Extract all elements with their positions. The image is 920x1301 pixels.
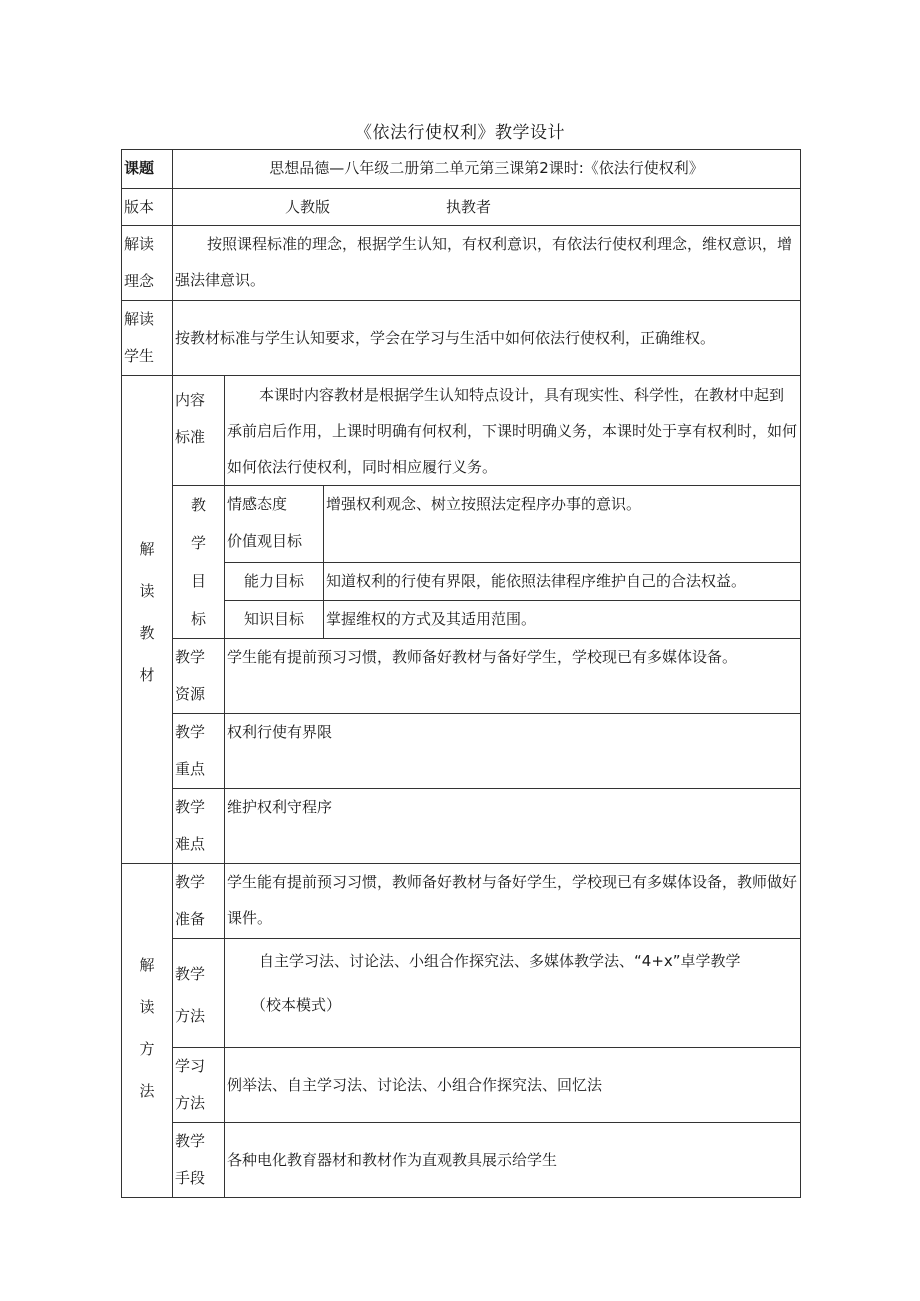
- goals-label: 教 学 目 标: [173, 486, 225, 639]
- row-content-standard: [122, 376, 801, 486]
- means-text: 各种电化教育器材和教材作为直观教具展示给学生: [225, 1123, 801, 1198]
- teach-method-text: 自主学习法、讨论法、小组合作探究法、多媒体教学法、“4+x”卓学教学 （校本模式）: [225, 939, 801, 1048]
- row-difficulty: [122, 789, 801, 864]
- row-teach-method: [122, 939, 801, 1048]
- document-title: 《依法行使权利》教学设计: [355, 123, 565, 143]
- teacher-label: 执教者: [446, 198, 492, 216]
- row-prep: [122, 864, 801, 939]
- content-standard-text: 本课时内容教材是根据学生认知特点设计，具有现实性、科学性，在教材中起到承前启后作用，上课时明确有何权利，下课时明确义务，本课时处于享有权利时，如何如何依法行使权利，同时相应履行义务。: [225, 376, 801, 486]
- row-edition: [122, 189, 801, 226]
- content-standard-label: 内容 标准: [173, 376, 225, 486]
- student-text: 按教材标准与学生认知要求，学会在学习与生活中如何依法行使权利，正确维权。: [173, 301, 801, 376]
- row-learn-method: [122, 1048, 801, 1123]
- row-means: [122, 1123, 801, 1198]
- difficulty-label: 教学 难点: [173, 789, 225, 864]
- resources-label: 教学 资源: [173, 639, 225, 714]
- goal-emotion-text: 增强权利观念、树立按照法定程序办事的意识。: [324, 486, 801, 563]
- topic-value: 思想品德—八年级二册第二单元第三课第2课时:《依法行使权利》: [173, 150, 801, 189]
- topic-label: 课题: [122, 150, 173, 189]
- row-concept: [122, 226, 801, 301]
- resources-text: 学生能有提前预习习惯，教师备好教材与备好学生，学校现已有多媒体设备。: [225, 639, 801, 714]
- goal-emotion-label: 情感态度 价值观目标: [225, 486, 324, 563]
- means-label: 教学 手段: [173, 1123, 225, 1198]
- prep-text: 学生能有提前预习习惯，教师备好教材与备好学生，学校现已有多媒体设备，教师做好课件。: [225, 864, 801, 939]
- concept-text: 按照课程标准的理念，根据学生认知，有权利意识，有依法行使权利理念，维权意识，增强法律意识。: [173, 226, 801, 301]
- edition-cell: [173, 189, 801, 226]
- row-goal-emotion: [122, 486, 801, 563]
- row-resources: [122, 639, 801, 714]
- goal-ability-label: 能力目标: [225, 563, 324, 601]
- learn-method-label: 学习 方法: [173, 1048, 225, 1123]
- textbook-section-label: 解 读 教 材: [122, 376, 173, 864]
- edition-label: 版本: [122, 189, 173, 226]
- concept-label: 解读 理念: [122, 226, 173, 301]
- learn-method-text: 例举法、自主学习法、讨论法、小组合作探究法、回忆法: [225, 1048, 801, 1123]
- teach-method-label: 教学 方法: [173, 939, 225, 1048]
- goal-knowledge-label: 知识目标: [225, 600, 324, 638]
- student-label: 解读 学生: [122, 301, 173, 376]
- method-section-label: 解 读 方 法: [122, 864, 173, 1198]
- prep-label: 教学 准备: [173, 864, 225, 939]
- goal-ability-text: 知道权利的行使有界限，能依照法律程序维护自己的合法权益。: [324, 563, 801, 601]
- keypoint-text: 权利行使有界限: [225, 714, 801, 789]
- edition-value: 人教版: [285, 198, 331, 216]
- row-student: [122, 301, 801, 376]
- keypoint-label: 教学 重点: [173, 714, 225, 789]
- goal-knowledge-text: 掌握维权的方式及其适用范围。: [324, 600, 801, 638]
- row-keypoint: [122, 714, 801, 789]
- row-topic: [122, 150, 801, 189]
- difficulty-text: 维护权利守程序: [225, 789, 801, 864]
- lesson-plan-table: [121, 149, 801, 1198]
